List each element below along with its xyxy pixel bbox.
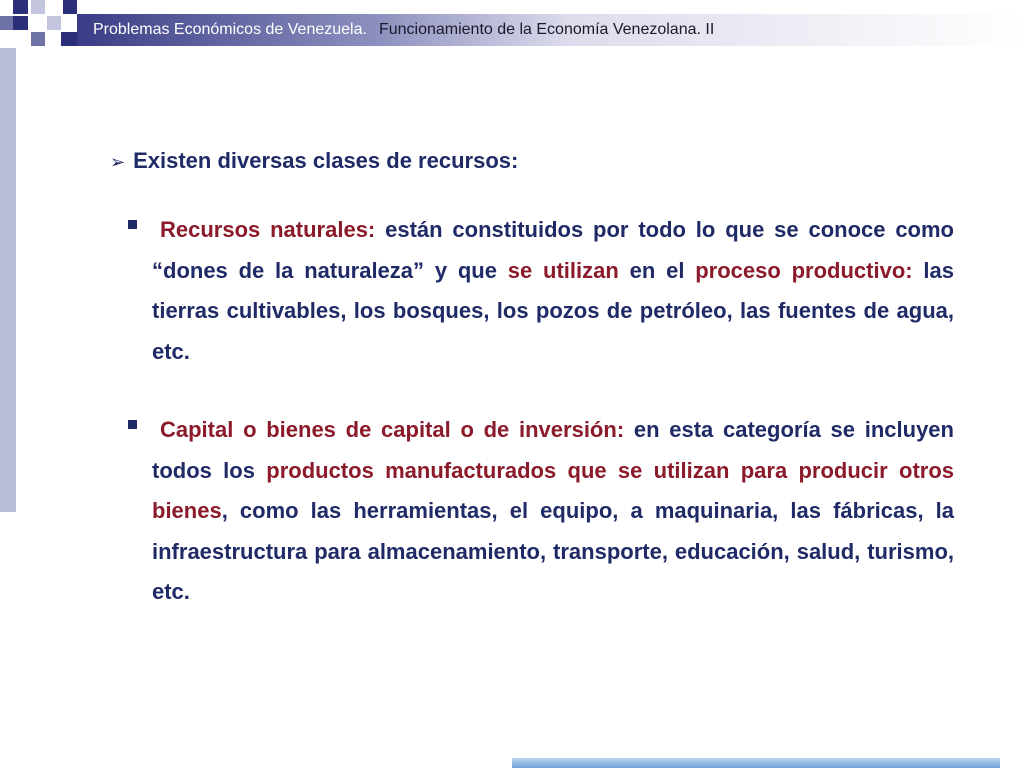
item-paragraph <box>128 410 954 613</box>
item-text: en esta categoría se incluyen todos los <box>152 417 954 483</box>
decor-square <box>61 32 77 46</box>
item-highlight: se utilizan <box>507 257 619 283</box>
item-highlight: productos manufacturados que se utilizan para producir otros bienes <box>152 457 955 523</box>
main-bullet-text: Existen diversas clases de recursos: <box>133 148 519 173</box>
header-title-part2: Funcionamiento de la Economía Venezolana. II <box>378 21 715 38</box>
slide-header <box>93 19 714 41</box>
item-text: en el <box>618 257 696 283</box>
decor-square <box>31 32 45 46</box>
left-accent-bar <box>0 48 16 512</box>
main-bullet <box>110 148 518 174</box>
arrow-bullet-icon: ➢ <box>110 152 126 173</box>
item-highlight: proceso productivo: <box>695 257 913 283</box>
bottom-accent-bar <box>512 758 1000 768</box>
item-paragraph <box>128 210 954 372</box>
list-item-natural-resources <box>128 210 954 372</box>
square-bullet-icon <box>128 220 137 229</box>
decor-square <box>63 0 77 14</box>
decor-square <box>0 16 13 30</box>
item-term: Capital o bienes de capital o de inversión: <box>160 417 625 442</box>
decor-square <box>13 16 28 30</box>
header-title-part1: Problemas Económicos de Venezuela. <box>93 21 367 38</box>
decor-square <box>13 0 28 14</box>
decor-square <box>31 0 45 14</box>
item-text: están constituidos por todo lo que se conoce como “dones de la naturaleza” y que <box>152 217 954 283</box>
list-item-capital-goods <box>128 410 954 613</box>
item-term: Recursos naturales: <box>160 217 376 242</box>
decor-square <box>47 16 61 30</box>
item-text: , como las herramientas, el equipo, a maquinaria, las fábricas, la infraestructura para almacenamiento, transporte, educación, salud, turismo, etc. <box>152 498 954 604</box>
item-text: las tierras cultivables, los bosques, los pozos de petróleo, las fuentes de agua, etc. <box>152 257 954 364</box>
square-bullet-icon <box>128 420 137 429</box>
